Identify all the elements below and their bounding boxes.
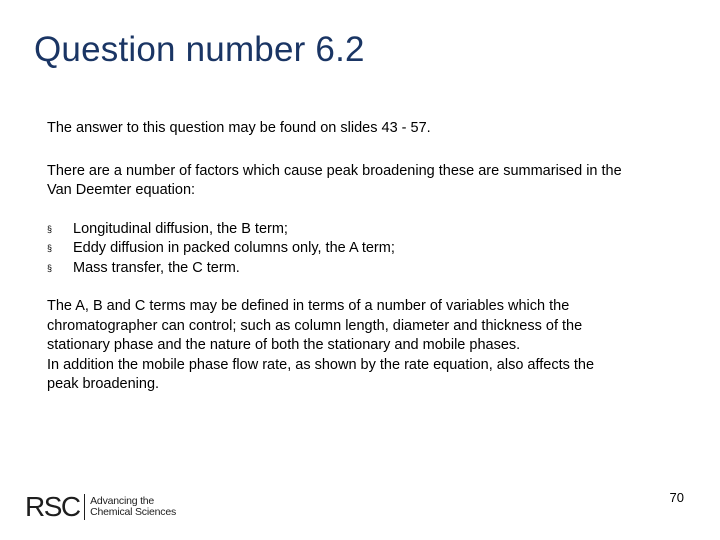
bullet-marker: § bbox=[47, 223, 53, 234]
slide-body bbox=[47, 119, 697, 395]
list-item bbox=[47, 259, 697, 279]
bullet-marker: § bbox=[47, 262, 53, 273]
logo-mark: RSC bbox=[25, 491, 80, 522]
logo-tagline-line: Advancing the bbox=[90, 494, 155, 507]
paragraph-line: stationary phase and the nature of both the stationary and mobile phases. bbox=[47, 337, 521, 353]
paragraph-van-deemter bbox=[47, 162, 697, 201]
paragraph-line: The A, B and C terms may be defined in terms of a number of variables which the bbox=[47, 298, 570, 314]
intro-text: The answer to this question may be found on slides 43 - 57. bbox=[47, 120, 431, 136]
list-item bbox=[47, 220, 697, 240]
list-item-text: Eddy diffusion in packed columns only, the A term; bbox=[73, 240, 395, 256]
list-item-text: Mass transfer, the C term. bbox=[73, 259, 240, 276]
paragraph-terms bbox=[47, 297, 697, 395]
paragraph-line: chromatographer can control; such as column length, diameter and thickness of the bbox=[47, 317, 583, 334]
logo-divider bbox=[84, 494, 86, 520]
paragraph-line: peak broadening. bbox=[47, 376, 160, 392]
page-number: 70 bbox=[669, 490, 684, 505]
paragraph-line: There are a number of factors which cause peak broadening these are summarised in the bbox=[47, 162, 622, 179]
bullet-marker: § bbox=[47, 243, 53, 253]
logo-tagline bbox=[90, 496, 176, 519]
list-item-text: Longitudinal diffusion, the B term; bbox=[73, 220, 288, 237]
slide-title: Question number 6.2 bbox=[34, 30, 365, 69]
paragraph-line: Van Deemter equation: bbox=[47, 182, 196, 198]
list-item bbox=[47, 239, 697, 259]
rsc-logo bbox=[25, 492, 176, 522]
bullet-list bbox=[47, 220, 697, 279]
logo-tagline-line: Chemical Sciences bbox=[90, 506, 177, 518]
paragraph-line: In addition the mobile phase flow rate, as shown by the rate equation, also affects the bbox=[47, 356, 595, 373]
